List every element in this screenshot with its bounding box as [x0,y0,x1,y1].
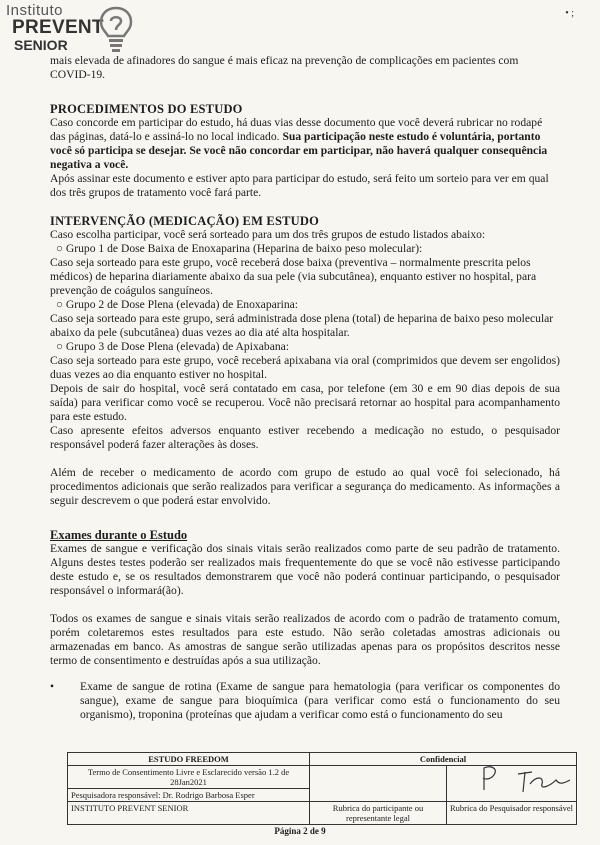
adverse-effects-paragraph: Caso apresente efeitos adversos enquanto estiver recebendo a medicação no estudo, o pesquisador responsável poderá fazer alterações às doses. [50,424,560,451]
researcher-signature-label: Rubrica do Pesquisador responsável [447,802,577,825]
group-2-text: Caso seja sorteado para este grupo, será administrada dose plena (total) de heparina de baixo peso molecular abaixo da pele (subcutânea) duas vezes ao dia até alta hospitalar. [50,312,554,339]
prevent-senior-logo [6,2,146,60]
document-body [50,54,560,722]
intervention-heading: INTERVENÇÃO (MEDICAÇÃO) EM ESTUDO [50,214,320,228]
exams-paragraph-2: Todos os exames de sangue e sinais vitais serão realizados de acordo com o padrão de tratamento comum, porém coletaremos estes resultados para este estudo. Não serão coletadas amostras adicionais ou armazenadas em banco. As amostras de sangue serão utilizadas apenas para os propósitos descritos nesse termo de consentimento e destruídas após a sua utilização. [50,612,560,667]
page-number: Página 2 de 9 [274,826,326,836]
researcher-name-cell: Pesquisadora responsável: Dr. Rodrigo Barbosa Esper [68,789,310,802]
corner-marks: • ; [565,8,574,19]
intro-paragraph: mais elevada de afinadores do sangue é mais eficaz na prevenção de complicações em pacientes com COVID-19. [50,54,519,81]
lightbulb-icon [98,4,134,54]
group-3-text: Caso seja sorteado para este grupo, você receberá apixabana via oral (comprimidos que devem ser engolidos) duas vezes ao dia enquanto estiver no hospital. [50,354,560,381]
group-2-title: ○ Grupo 2 de Dose Plena (elevada) de Enoxaparina: [56,298,299,311]
exam-bullet-item [50,680,560,722]
exam-bullet-text: Exame de sangue de rotina (Exame de sangue para hematologia (para verificar os componentes do sangue), exame de sangue para bioquímica (para verificar como está o funcionamento do seu organismo), troponina (proteínas que ajudam a verificar como está o funcionamento do seu [80,680,560,721]
handwritten-initials [470,762,580,796]
procedures-p1-bold: Sua participação neste estudo é voluntária, portanto você só participa se desejar. Se você não concordar em participar, não haverá qualquer consequência negativa a você. [50,130,548,171]
procedures-heading: PROCEDIMENTOS DO ESTUDO [50,102,243,116]
exams-heading: Exames durante o Estudo [50,528,188,542]
logo-line-2: PREVENT [12,17,104,38]
participant-signature-area [310,766,447,802]
procedures-p1-normal: Caso concorde em participar do estudo, há duas vias desse documento que você deverá rubricar no rodapé das páginas, datá-lo e assiná-lo no local indicado. [50,116,543,143]
bullet-mark: • [50,680,55,693]
intervention-intro: Caso escolha participar, você será sorteado para um dos três grupos de estudo listados abaixo: [50,228,486,241]
group-3-followup: Depois de sair do hospital, você será contatado em casa, por telefone (em 30 e em 90 dias depois de sua saída) para verificar como você se recuperou. Você não precisará retornar ao hospital para acompanhamento para este estudo. [50,382,560,423]
group-1-title: ○ Grupo 1 de Dose Baixa de Enoxaparina (Heparina de baixo peso molecular): [56,242,423,255]
group-1-text: Caso seja sorteado para este grupo, você receberá dose baixa (preventiva – normalmente prescrita pelos médicos) de heparina diariamente abaixo da sua pele (via subcutânea), enquanto estiver no hospital, para prevenção de coágulos sanguíneos. [50,256,537,297]
group-3-title: ○ Grupo 3 de Dose Plena (elevada) de Apixabana: [56,340,290,353]
logo-line-3: SENIOR [14,37,68,53]
study-name-cell: ESTUDO FREEDOM [68,753,310,766]
additional-procedures-paragraph: Além de receber o medicamento de acordo com grupo de estudo ao qual você foi selecionado, há procedimentos adicionais que serão realizados para verificar a segurança do medicamento. As informações a seguir descrevem o que poderá estar envolvido. [50,466,560,507]
procedures-paragraph-1 [50,116,560,172]
exams-paragraph-1: Exames de sangue e verificação dos sinais vitais serão realizados como parte de seu padrão de tratamento. Alguns destes testes poderão ser realizados mais frequentemente do que se você não estivesse participando deste estudo e, se os resultados demonstrarem que você não poderá continuar participando, o pesquisador responsável o informará(ão). [50,542,560,597]
institute-cell: INSTITUTO PREVENT SENIOR [68,802,310,825]
logo-line-1: Instituto [6,2,64,19]
confidential-cell: Confidencial [310,753,577,766]
term-version-cell: Termo de Consentimento Livre e Esclarecido versão 1.2 de 28Jan2021 [68,766,310,789]
participant-signature-label: Rubrica do participante ou representante legal [310,802,447,825]
procedures-paragraph-2: Após assinar este documento e estiver apto para participar do estudo, será feito um sorteio para ver em qual dos três grupos de tratamento você fará parte. [50,172,549,199]
